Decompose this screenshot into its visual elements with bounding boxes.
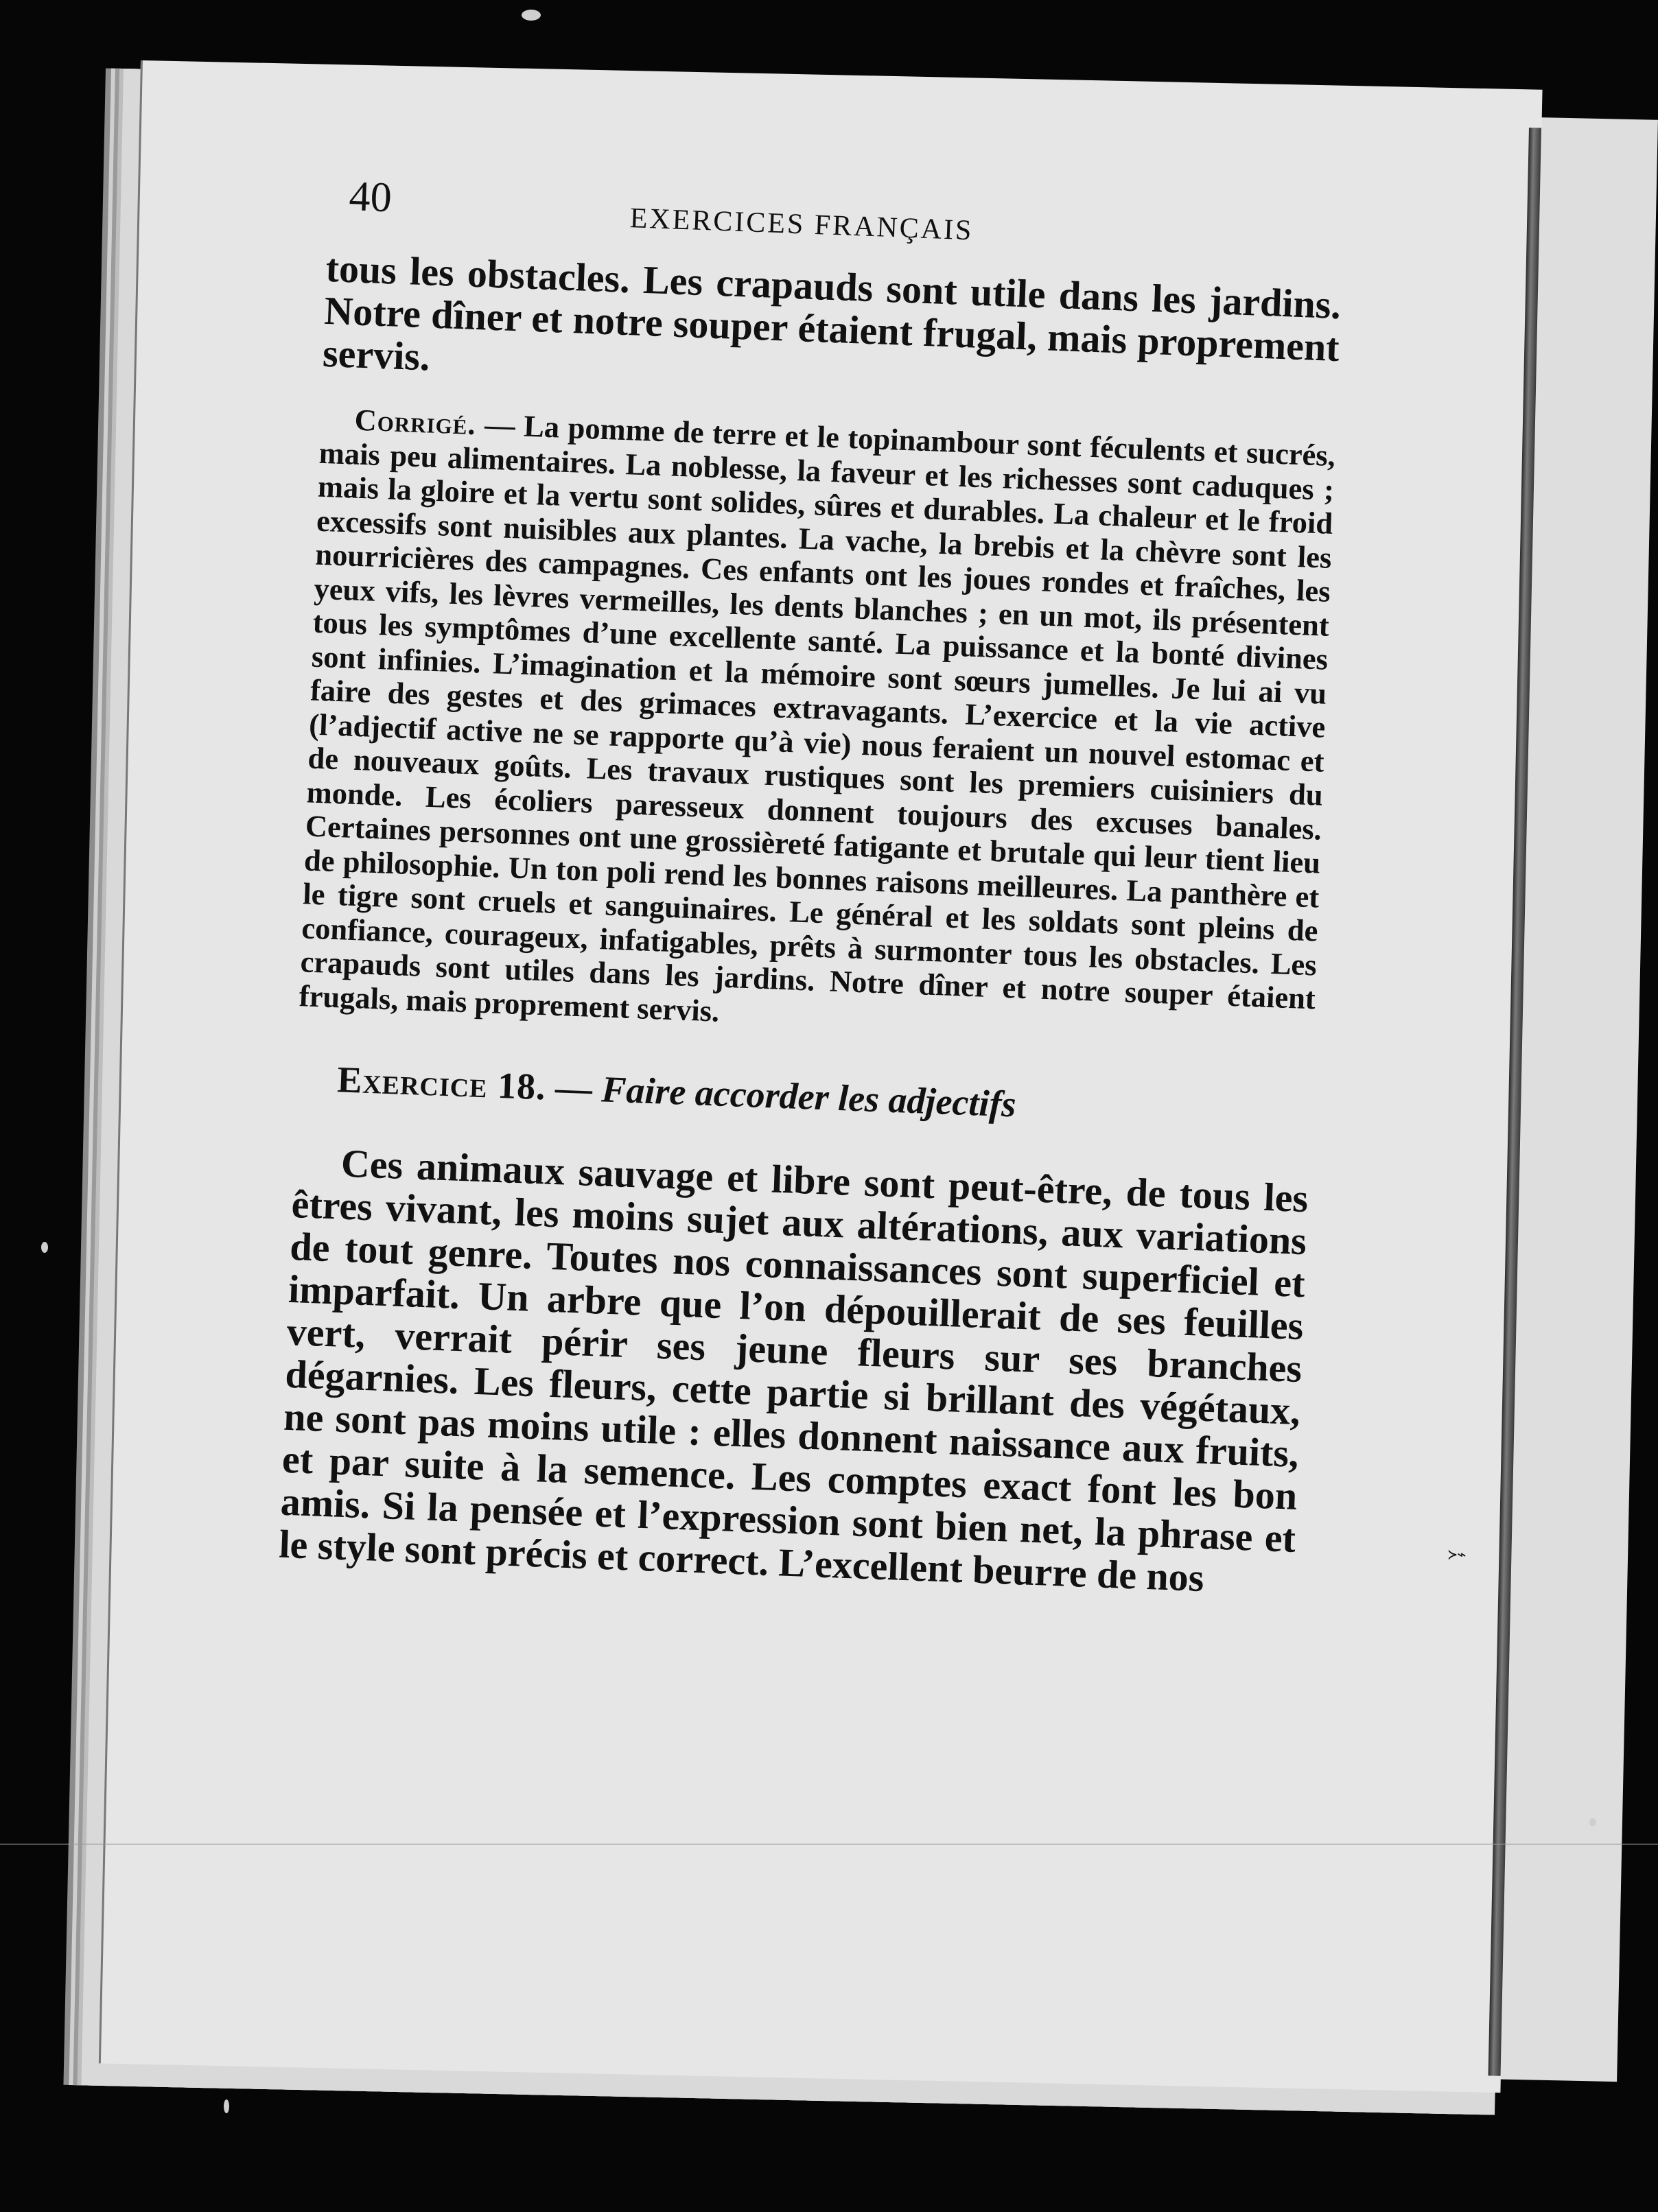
dust-speck (224, 2099, 229, 2113)
corrige-paragraph (299, 402, 1336, 1050)
binding-thread: ≻⌁ (1448, 1546, 1467, 1564)
exercise-dash: — (554, 1066, 594, 1109)
dust-speck (1589, 1818, 1596, 1826)
dust-speck (41, 1242, 48, 1253)
exercise-heading (336, 1058, 1311, 1136)
page-text (279, 172, 1345, 1603)
dust-speck (522, 10, 541, 21)
exercise-label: Exercice 18. (336, 1059, 547, 1108)
scan-artifact-line (0, 1844, 1658, 1845)
running-title: EXERCICES FRANÇAIS (629, 202, 974, 247)
corrige-text: — La pomme de terre et le topinambour sont féculents et sucrés, mais peu alimentaires. La noblesse, la faveur et les richesses sont caduques ; mais la gloire et la vertu sont solides, sûres et durables. La chaleur et le froid excessifs sont nuisibles aux plantes. La vache, la brebis et la chèvre sont les nourricières des campagnes. Ces enfants ont les joues rondes et fraîches, les yeux vifs, les lèvres vermeilles, les dents blanches ; en un mot, ils présentent tous les symptômes d’une excellente santé. La puissance et la bonté divines sont infinies. L’imagination et la mémoire sont sœurs jumelles. Je lui ai vu faire des gestes et des grimaces extravagants. L’exercice et la vie active (l’adjectif active ne se rapporte qu’à vie) nous feraient un nouvel estomac et de nouveaux goûts. Les travaux rustiques sont les premiers cuisiniers du monde. Les écoliers paresseux donnent toujours des excuses banales. Certaines personnes ont une grossièreté fatigante et brutale qui leur tient lieu de philosophie. Un ton poli rend les bonnes raisons meilleures. La panthère et le tigre sont cruels et sanguinaires. Le général et les soldats sont pleins de confiance, courageux, infatigables, prêts à surmonter tous les obstacles. Les crapauds sont utiles dans les jardins. Notre dîner et notre souper étaient frugals, mais proprement servis. (299, 407, 1336, 1028)
corrige-label: Corrigé. (353, 402, 477, 442)
page-number: 40 (348, 173, 393, 222)
top-paragraph: tous les obstacles. Les crapauds sont utile dans les jardins. Notre dîner et notre souper étaient frugal, mais proprement servis. (322, 245, 1342, 379)
exercise-title: Faire accorder les adjectifs (600, 1068, 1017, 1125)
exercise-paragraph: Ces animaux sauvage et libre sont peut-être, de tous les êtres vivant, les moins sujet aux altérations, aux variations de tout genre. Toutes nos connaissances sont superficiel et imparfait. Un arbre que l’on dépouillerait de ses feuilles vert, verrait périr ses jeune fleurs sur ses branches dégarnies. Les fleurs, cette partie si brillant des végétaux, ne sont pas moins utile : elles donnent naissance aux fruits, et par suite à la semence. Les comptes exact font les bon amis. Si la pensée et l’expression sont bien net, la phrase et le style sont précis et correct. L’excellent beurre de nos (278, 1140, 1309, 1601)
